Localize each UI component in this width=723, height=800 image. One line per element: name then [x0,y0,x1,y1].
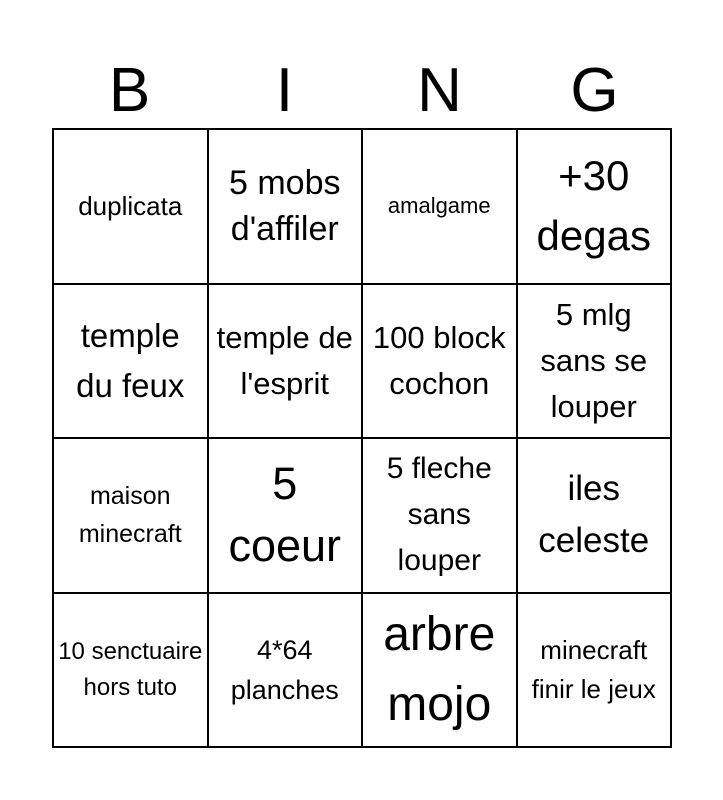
bingo-cell[interactable] [208,593,363,748]
cell-text: maison minecraft [78,482,182,549]
cell-text: 5 coeur [228,458,342,572]
bingo-cell[interactable] [362,284,517,439]
cell-text: +30 degas [536,152,651,260]
bingo-cell[interactable] [53,284,208,439]
bingo-cell[interactable] [53,438,208,593]
cell-text: 5 mobs d'affiler [229,164,341,249]
bingo-cell[interactable] [208,438,363,593]
bingo-cell[interactable] [208,284,363,439]
bingo-header [52,56,672,126]
cell-text: minecraft finir le jeux [531,634,656,704]
bingo-cell[interactable] [53,593,208,748]
header-letter-i: I [275,56,294,125]
bingo-cell[interactable] [208,129,363,284]
header-letter-b: B [108,56,151,125]
bingo-cell[interactable] [517,438,672,593]
cell-text: duplicata [78,191,183,222]
header-letter-n: N [417,56,462,125]
cell-text: arbre mojo [383,607,496,731]
cell-text: temple du feux [76,316,185,404]
bingo-cell[interactable] [517,129,672,284]
bingo-cell[interactable] [53,129,208,284]
bingo-cell[interactable] [362,593,517,748]
cell-text: amalgame [387,193,491,219]
cell-text: 5 mlg sans se louper [540,296,648,424]
bingo-cell[interactable] [362,438,517,593]
bingo-cell[interactable] [517,593,672,748]
cell-text: temple de l'esprit [216,319,353,401]
bingo-cell[interactable] [517,284,672,439]
header-letter-g: G [570,56,619,125]
bingo-grid [52,128,672,748]
cell-text: 4*64 planches [230,634,339,705]
cell-text: 10 senctuaire hors tuto [58,637,203,701]
cell-text: 5 fleche sans louper [386,452,492,578]
cell-text: 100 block cochon [372,319,506,401]
bingo-cell[interactable] [362,129,517,284]
cell-text: iles celeste [538,469,650,561]
